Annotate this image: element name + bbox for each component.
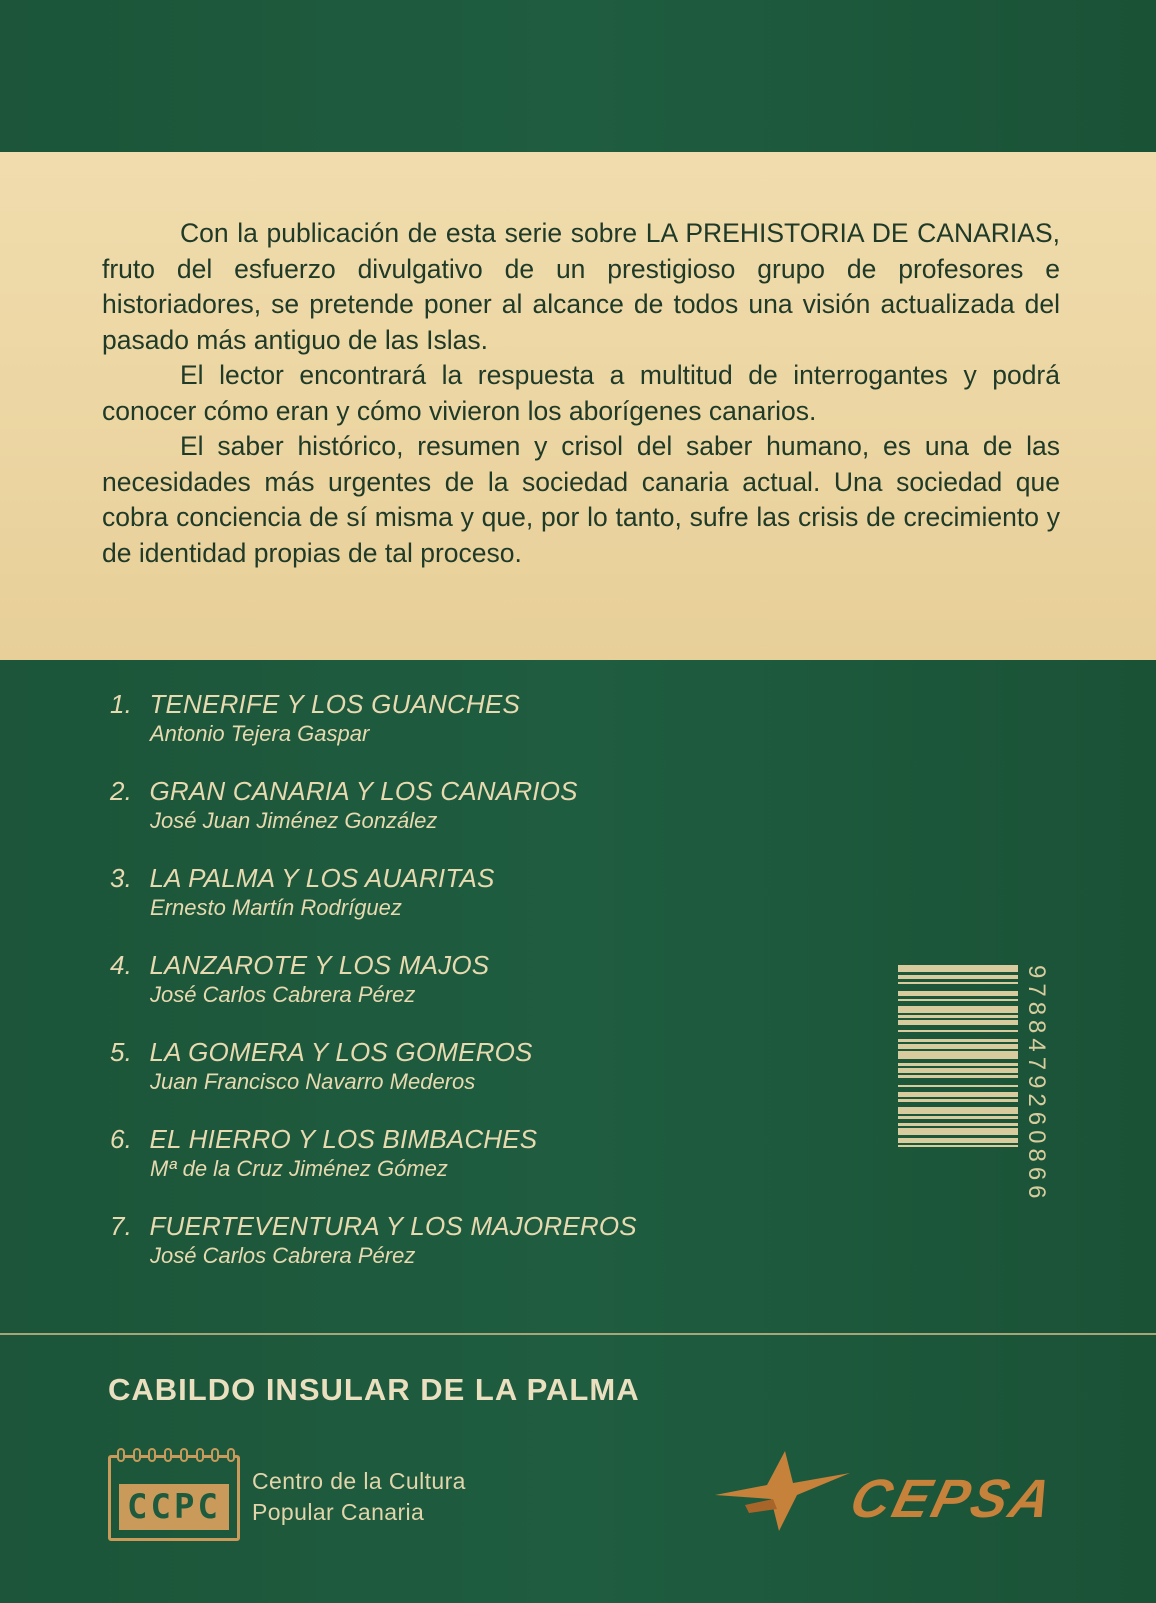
barcode-bar: [898, 1063, 1018, 1065]
barcode: [898, 965, 1050, 1204]
barcode-bar: [898, 1138, 1018, 1143]
series-title-text: TENERIFE Y LOS GUANCHES: [149, 689, 521, 719]
barcode-bars: [898, 965, 1020, 1197]
barcode-bar: [898, 975, 1018, 980]
barcode-bar: [898, 1044, 1018, 1049]
series-author: José Juan Jiménez González: [150, 808, 438, 833]
blurb-paragraph-1: Con la publicación de esta serie sobre LA PREHISTORIA DE CANARIAS, fruto del esfuerzo divulgativo de un prestigioso grupo de profesores e historiadores, se pretende poner al alcance de todos una visión actualizada del pasado más antiguo de las Islas.: [102, 218, 1060, 355]
barcode-bar: [898, 999, 1018, 1001]
barcode-bar: [898, 965, 1018, 972]
ccpc-name-line-2: Popular Canaria: [252, 1499, 425, 1525]
ccpc-logo: [108, 1455, 240, 1541]
blurb-paragraph-3: El saber histórico, resumen y crisol del saber humano, es una de las necesidades más urgentes de la sociedad canaria actual. Una sociedad que cobra conciencia de sí misma y que, por lo tanto, sufre las crisis de crecimiento y de identidad propias de tal proceso.: [102, 431, 1060, 568]
series-item: [110, 1210, 810, 1270]
series-item: [110, 1036, 810, 1096]
series-title-text: GRAN CANARIA Y LOS CANARIOS: [149, 776, 578, 806]
series-title-text: EL HIERRO Y LOS BIMBACHES: [149, 1124, 538, 1154]
barcode-bar: [898, 982, 1018, 984]
barcode-bar: [898, 1051, 1018, 1058]
series-number: 7.: [110, 1211, 133, 1241]
barcode-bar: [898, 1099, 1018, 1101]
barcode-bar: [898, 1128, 1018, 1135]
series-number: 5.: [110, 1037, 133, 1067]
barcode-bar: [898, 991, 1018, 996]
series-item: [110, 862, 810, 922]
series-author: José Carlos Cabrera Pérez: [150, 1243, 416, 1268]
series-author: Juan Francisco Navarro Mederos: [150, 1069, 476, 1094]
barcode-bar: [898, 1092, 1018, 1097]
series-title: [110, 775, 810, 807]
series-item: [110, 1123, 810, 1183]
calendar-rings-icon: [117, 1448, 235, 1462]
series-title: [110, 1036, 810, 1068]
series-number: 2.: [110, 776, 133, 806]
blurb-paragraph-2: El lector encontrará la respuesta a multitud de interrogantes y podrá conocer cómo eran y cómo vivieron los aborígenes canarios.: [102, 360, 1060, 426]
barcode-bar: [898, 1020, 1018, 1025]
ccpc-name-line-1: Centro de la Cultura: [252, 1468, 466, 1494]
series-title: [110, 862, 810, 894]
series-author: Antonio Tejera Gaspar: [150, 721, 370, 746]
cepsa-emblem-icon: [715, 1443, 850, 1533]
cepsa-logo-text: CEPSA: [844, 1469, 1061, 1529]
series-title: [110, 1123, 810, 1155]
series-title-text: FUERTEVENTURA Y LOS MAJOREROS: [149, 1211, 637, 1241]
divider-line: [0, 1333, 1156, 1335]
series-title-text: LA PALMA Y LOS AUARITAS: [149, 863, 495, 893]
blurb-text: [102, 216, 1060, 571]
barcode-bar: [898, 1006, 1018, 1013]
series-title: [110, 949, 810, 981]
series-number: 4.: [110, 950, 133, 980]
barcode-bar: [898, 1145, 1018, 1147]
ccpc-mark: CCPC: [119, 1484, 229, 1530]
barcode-bar: [898, 1123, 1018, 1125]
publisher-name: CABILDO INSULAR DE LA PALMA: [108, 1372, 640, 1407]
ccpc-name: [252, 1466, 466, 1528]
series-number: 1.: [110, 689, 133, 719]
top-green-band: [0, 0, 1156, 152]
barcode-bar: [898, 1116, 1018, 1118]
series-author: Ernesto Martín Rodríguez: [150, 895, 402, 920]
series-item: [110, 688, 810, 748]
barcode-bar: [898, 1085, 1018, 1087]
barcode-bar: [898, 1107, 1018, 1114]
barcode-bar: [898, 1030, 1018, 1032]
barcode-bar: [898, 1039, 1018, 1041]
barcode-bar: [898, 1068, 1018, 1073]
series-author: Mª de la Cruz Jiménez Gómez: [150, 1156, 448, 1181]
barcode-bar: [898, 1075, 1018, 1077]
series-item: [110, 775, 810, 835]
series-title: [110, 688, 810, 720]
series-number: 3.: [110, 863, 133, 893]
series-number: 6.: [110, 1124, 133, 1154]
series-title-text: LANZAROTE Y LOS MAJOS: [149, 950, 490, 980]
series-author: José Carlos Cabrera Pérez: [150, 982, 416, 1007]
series-title-text: LA GOMERA Y LOS GOMEROS: [149, 1037, 533, 1067]
barcode-bar: [898, 1015, 1018, 1017]
series-title: [110, 1210, 810, 1242]
barcode-digits: 9788479260866: [1023, 965, 1050, 1204]
series-item: [110, 949, 810, 1009]
series-list: [110, 688, 810, 1297]
